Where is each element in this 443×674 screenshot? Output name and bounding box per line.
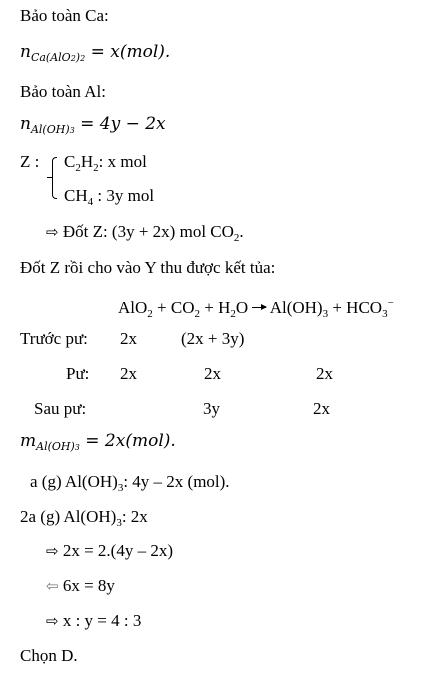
line-2a-gam: 2a (g) $Al(OH)_3$: 2x (20, 507, 148, 529)
symbol-n: n (20, 114, 31, 134)
equation-4y-2x: = 4y − 2x (74, 114, 166, 134)
equivalent-arrow-icon: ⇦ (46, 577, 59, 595)
label-z: Z : (20, 152, 40, 171)
line-6x-eq: ⇦ 6x = 8y (46, 576, 115, 595)
row-sau-pu-c3: 2x (313, 399, 330, 418)
line-n-ca-alo2 (20, 42, 170, 69)
row-pu-c3: 2x (316, 364, 333, 383)
sub-aloh3: Al(OH)3 (36, 440, 80, 453)
line-chon-d: Chọn D. (20, 646, 78, 665)
line-m-aloh3 (20, 431, 176, 458)
line-ratio: ⇨ x : y = 4 : 3 (46, 611, 142, 630)
brace (52, 157, 57, 199)
line-c2h2: $C_2H_2$: x mol (64, 152, 147, 174)
row-sau-pu-c2: 3y (203, 399, 220, 418)
row-truoc-pu-c1: 2x (120, 329, 137, 348)
line-ch4: $CH_4$ : 3y mol (64, 186, 155, 208)
equation-2x-mol: = 2x(mol). (79, 431, 176, 451)
symbol-n: n (20, 42, 31, 62)
line-dot-z-cho-vao-y: Đốt Z rồi cho vào Y thu được kết tủa: (20, 258, 276, 277)
line-2x-eq: ⇨ 2x = 2.(4y – 2x) (46, 541, 173, 560)
line-bao-toan-ca: Bảo toàn Ca: (20, 6, 109, 25)
row-truoc-pu-label: Trước pư: (20, 329, 88, 348)
line-dot-z: ⇨ Đốt Z: (3y + 2x) mol $CO_2$. (46, 222, 244, 244)
line-bao-toan-al: Bảo toàn Al: (20, 82, 106, 101)
implies-arrow-icon: ⇨ (46, 223, 59, 241)
line-n-aloh3 (20, 114, 166, 141)
row-pu-label: Pư: (66, 364, 90, 383)
row-sau-pu-label: Sau pư: (34, 399, 87, 418)
reaction-arrow-icon (252, 307, 266, 308)
row-pu-c2: 2x (204, 364, 221, 383)
sub-aloh3: Al(OH)3 (30, 123, 75, 136)
line-reaction-equation: $AlO_2 + CO_2 + H_2O$ $Al(OH)_3 + HCO_3^-$ (118, 297, 394, 320)
implies-arrow-icon: ⇨ (46, 542, 59, 560)
row-truoc-pu-c2: (2x + 3y) (181, 329, 245, 348)
row-pu-c1: 2x (120, 364, 137, 383)
symbol-m: m (20, 431, 37, 451)
brace-tip (47, 177, 52, 178)
line-a-gam: a (g) $Al(OH)_3$: 4y – 2x (mol). (30, 472, 230, 494)
equation-x-mol: = x(mol). (85, 42, 171, 62)
implies-arrow-icon: ⇨ (46, 612, 59, 630)
sub-ca-alo2: Ca(AlO2)2 (30, 51, 86, 64)
